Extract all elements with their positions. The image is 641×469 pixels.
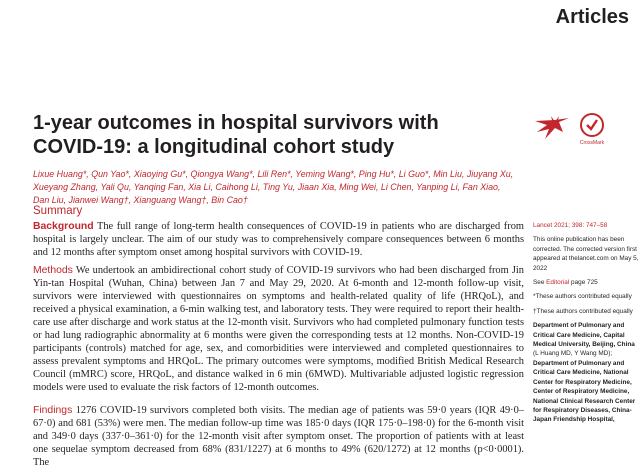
sidebar-notes xyxy=(533,221,641,430)
crossmark-icon xyxy=(580,113,604,137)
background-text: The full range of long-term health consequences of COVID-19 in patients who are discharged from hospital is largely unclear. The aim of our study was to comprehensively compare consequences between 6 months and 12 months after symptom onset among hospital survivors with COVID-19. xyxy=(33,221,524,258)
methods-text: We undertook an ambidirectional cohort study of COVID-19 survivors who had been discharged from Jin Yin-tan Hospital (Wuhan, China) between Jan 7 and May 29, 2020. At 6-month and 12-month follow-up visit, survivors were interviewed with questionnaires on symptoms and health-related quality of life (HRQoL), and received a physical examination, a 6-min walking test, and laboratory tests. They were required to report their health-care use after discharge and work status at the 12-month visit. Survivors who had completed pulmonary function tests or had lung radiographic abnormality at 6 months were given the corresponding tests at 12 months. Non-COVID-19 participants (controls) matched for age, sex, and comorbidities were interviewed and completed questionnaires to assess prevalent symptoms and HRQoL. The primary outcomes were symptoms, modified British Medical Research Council (mMRC) score, HRQoL, and distance walked in 6 min (6MWD). Multivariable adjusted logistic regression models were used to evaluate the risk factors of 12-month outcomes. xyxy=(33,265,524,393)
author-list: Lixue Huang*, Qun Yao*, Xiaoying Gu*, Qiongya Wang*, Lili Ren*, Yeming Wang*, Ping Hu*, Li Guo*, Min Liu, Jiuyang Xu, Xueyang Zhang, Yali Qu, Yanqing Fan, Xia Li, Caihong Li, Ting Yu, Jiaan Xia, Ming Wei, Li Chen, Yanping Li, Fan Xiao, Dan Liu, Jianwei Wang†, Xianguang Wang†, Bin Cao† xyxy=(33,169,514,205)
editorial-link[interactable]: Editorial xyxy=(546,279,570,287)
abstract-background xyxy=(33,220,524,259)
crossmark-badge[interactable] xyxy=(578,113,606,145)
contrib-dagger-note: †These authors contributed equally xyxy=(533,307,633,315)
affiliation-1: Department of Pulmonary and Critical Care Medicine, Capital Medical University, Beijing, China xyxy=(533,322,635,349)
article-title: 1-year outcomes in hospital survivors with COVID-19: a longitudinal cohort study xyxy=(33,112,439,158)
citation: Lancet 2021; 398: 747–58 xyxy=(533,222,608,229)
affiliation-2: Department of Pulmonary and Critical Care Medicine, National Center for Respiratory Medicine, Center of Respiratory Medicine, National Clinical Research Center for Respiratory Diseases, China-Japan Friendship Hospital, xyxy=(533,359,636,424)
abstract-findings xyxy=(33,404,524,469)
affiliations xyxy=(533,321,641,424)
lancet-arrow-icon xyxy=(533,112,573,142)
contrib-star-note: *These authors contributed equally xyxy=(533,293,632,301)
abstract-methods xyxy=(33,264,524,394)
section-label: Articles xyxy=(555,6,629,28)
editorial-prefix: See xyxy=(533,279,547,287)
background-label: Background xyxy=(33,221,94,232)
findings-label: Findings xyxy=(33,405,73,416)
affiliation-1-names: (L Huang MD, Y Wang MD); xyxy=(533,350,613,358)
publication-note: This online publication has been corrected. The corrected version first appeared at thelancet.com on May 5, 2022 xyxy=(533,236,639,272)
editorial-suffix: page 725 xyxy=(569,279,598,287)
summary-heading: Summary xyxy=(33,205,83,217)
crossmark-label: CrossMark xyxy=(579,140,605,146)
editorial-ref xyxy=(533,278,641,287)
methods-label: Methods xyxy=(33,265,73,276)
findings-text: 1276 COVID-19 survivors completed both visits. The median age of patients was 59·0 years (IQR 49·0–67·0) and 681 (53%) were men. The median follow-up time was 185·0 days (IQR 175·0–198·0) for the 6-month visit and 349·0 days (337·0–361·0) for the 12-month visit after symptom onset. The proportion of patients with at least one sequelae symptom decreased from 68% (831/1227) at 6 months to 49% (620/1272) at 12 months (p<0·0001). The xyxy=(33,405,524,468)
